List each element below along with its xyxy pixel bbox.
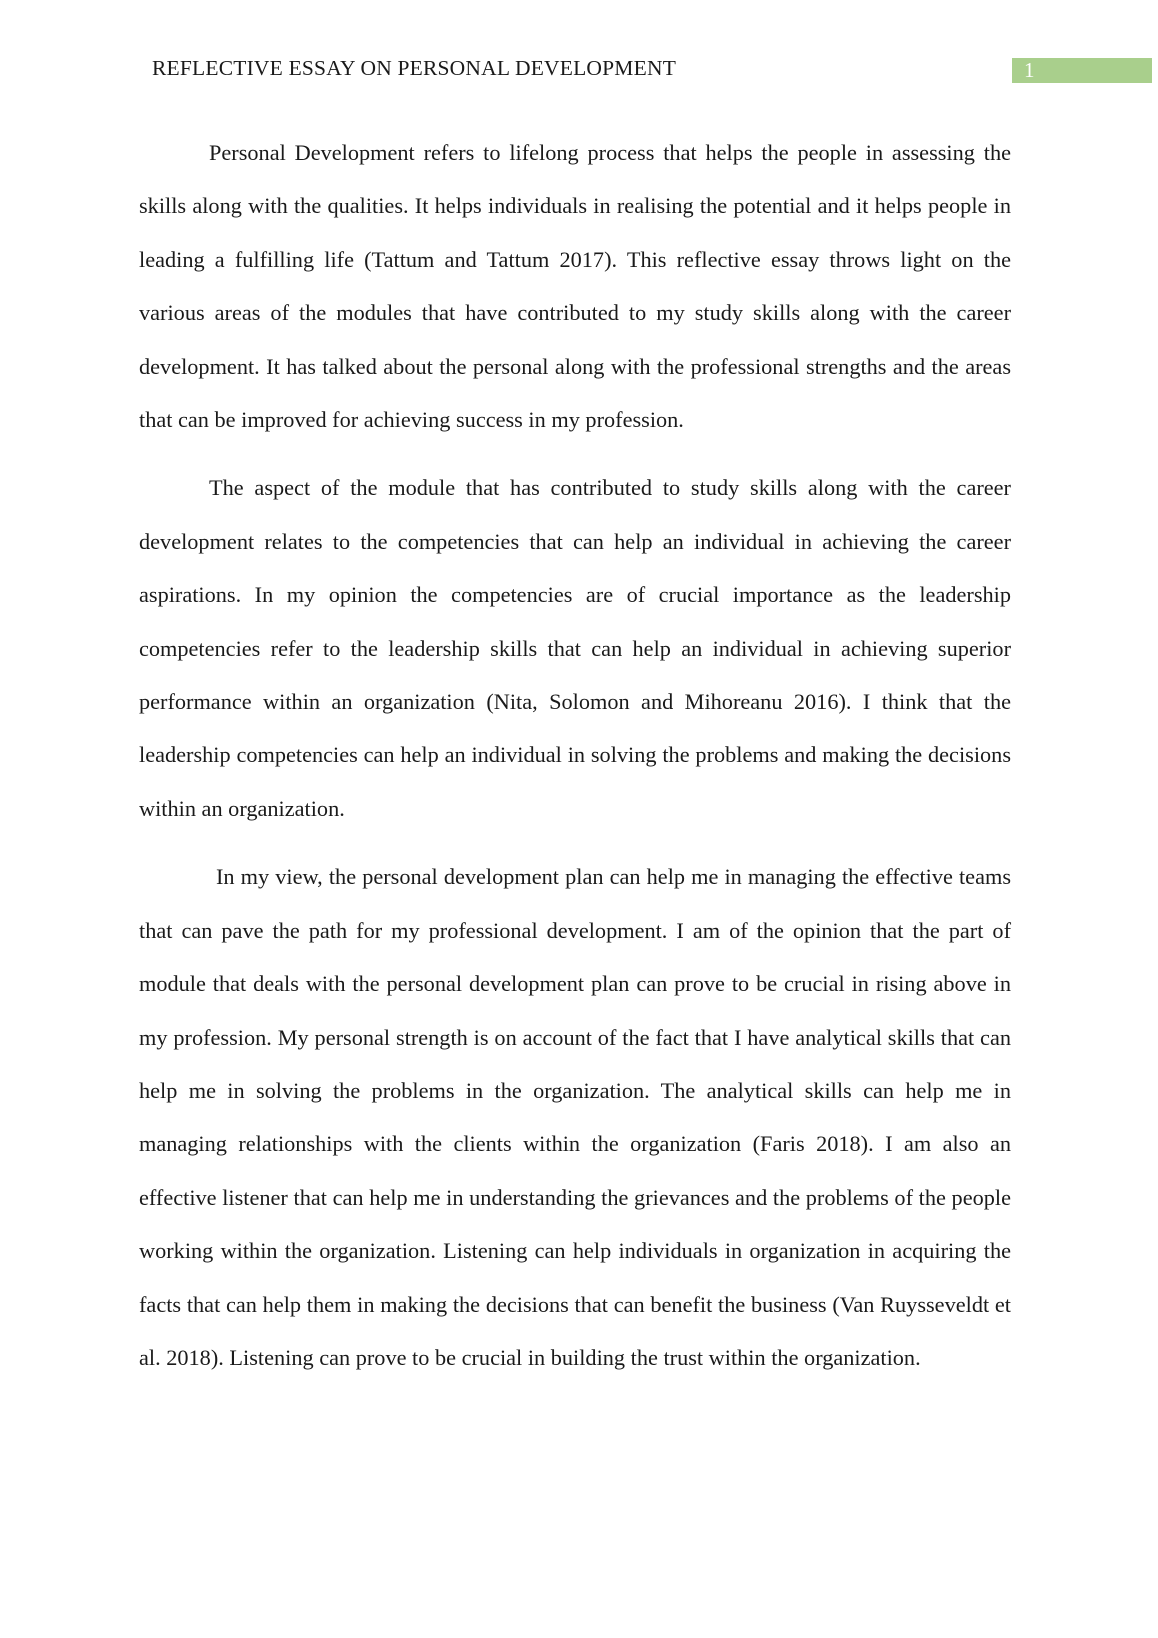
page-number-badge <box>1012 58 1152 83</box>
paragraph-3: In my view, the personal development plan can help me in managing the effective teams that can pave the path for my professional development. I am of the opinion that the part of module that deals with the personal development plan can prove to be crucial in rising above in my profession. My personal strength is on account of the fact that I have analytical skills that can help me in solving the problems in the organization. The analytical skills can help me in managing relationships with the clients within the organization (Faris 2018). I am also an effective listener that can help me in understanding the grievances and the problems of the people working within the organization. Listening can help individuals in organization in acquiring the facts that can help them in making the decisions that can benefit the business (Van Ruysseveldt et al. 2018). Listening can prove to be crucial in building the trust within the organization. <box>139 864 1011 1370</box>
running-head-title: REFLECTIVE ESSAY ON PERSONAL DEVELOPMENT <box>152 56 677 80</box>
paragraph-2: The aspect of the module that has contributed to study skills along with the career development relates to the competencies that can help an individual in achieving the career aspirations. In my opinion the competencies are of crucial importance as the leadership competencies refer to the leadership skills that can help an individual in achieving superior performance within an organization (Nita, Solomon and Mihoreanu 2016). I think that the leadership competencies can help an individual in solving the problems and making the decisions within an organization. <box>139 475 1011 821</box>
page-number: 1 <box>1024 58 1035 82</box>
paragraph-1: Personal Development refers to lifelong process that helps the people in assessing the skills along with the qualities. It helps individuals in realising the potential and it helps people in leading a fulfilling life (Tattum and Tattum 2017). This reflective essay throws light on the various areas of the modules that have contributed to my study skills along with the career development. It has talked about the personal along with the professional strengths and the areas that can be improved for achieving success in my profession. <box>139 140 1011 433</box>
essay-body <box>139 126 1011 1384</box>
